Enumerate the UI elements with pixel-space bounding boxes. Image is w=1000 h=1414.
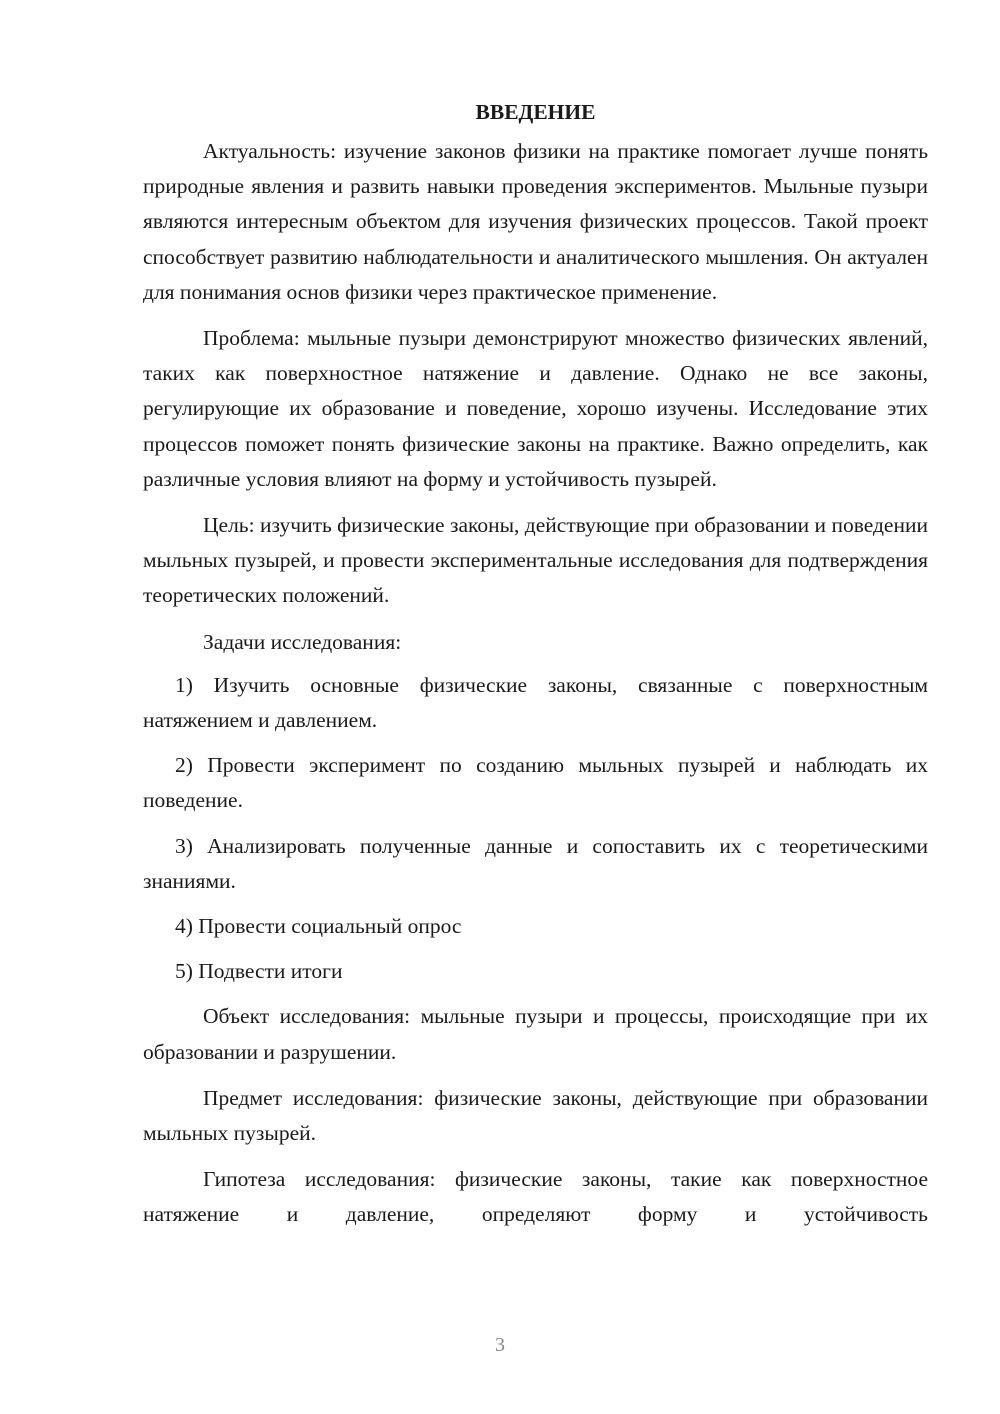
task-item-3: 3) Анализировать полученные данные и сопоставить их с теоретическими знаниями. — [143, 833, 928, 893]
task-item-5: 5) Подвести итоги — [175, 959, 343, 984]
paragraph-object: Объект исследования: мыльные пузыри и процессы, происходящие при их образовании и разрушении. — [143, 1004, 928, 1064]
page-number: 3 — [495, 1334, 505, 1356]
tasks-heading: Задачи исследования: — [203, 629, 402, 654]
task-item-4: 4) Провести социальный опрос — [175, 914, 462, 939]
paragraph-relevance: Актуальность: изучение законов физики на практике помогает лучше понять природные явления и развить навыки проведения экспериментов. Мыльные пузыри являются интересным объектом для изучения физических процессов. Такой проект способствует развитию наблюдательности и аналитического мышления. Он актуален для понимания основ физики через практическое применение. — [143, 139, 928, 304]
task-item-2: 2) Провести эксперимент по созданию мыльных пузырей и наблюдать их поведение. — [143, 753, 928, 813]
paragraph-subject: Предмет исследования: физические законы, действующие при образовании мыльных пузырей. — [143, 1085, 928, 1146]
paragraph-hypothesis: Гипотеза исследования: физические законы, такие как поверхностное натяжение и давление, определяют форму и устойчивость — [143, 1167, 928, 1227]
section-title: ВВЕДЕНИЕ — [475, 100, 596, 124]
paragraph-goal: Цель: изучить физические законы, действующие при образовании и поведении мыльных пузырей, и провести экспериментальные исследования для подтверждения теоретических положений. — [143, 513, 928, 608]
task-item-1: 1) Изучить основные физические законы, связанные с поверхностным натяжением и давлением. — [143, 672, 928, 733]
paragraph-problem: Проблема: мыльные пузыри демонстрируют множество физических явлений, таких как поверхностное натяжение и давление. Однако не все законы, регулирующие их образование и поведение, хорошо изучены. Исследование этих процессов поможет понять физические законы на практике. Важно определить, как различные условия влияют на форму и устойчивость пузырей. — [143, 326, 928, 491]
page-content — [143, 98, 928, 1233]
